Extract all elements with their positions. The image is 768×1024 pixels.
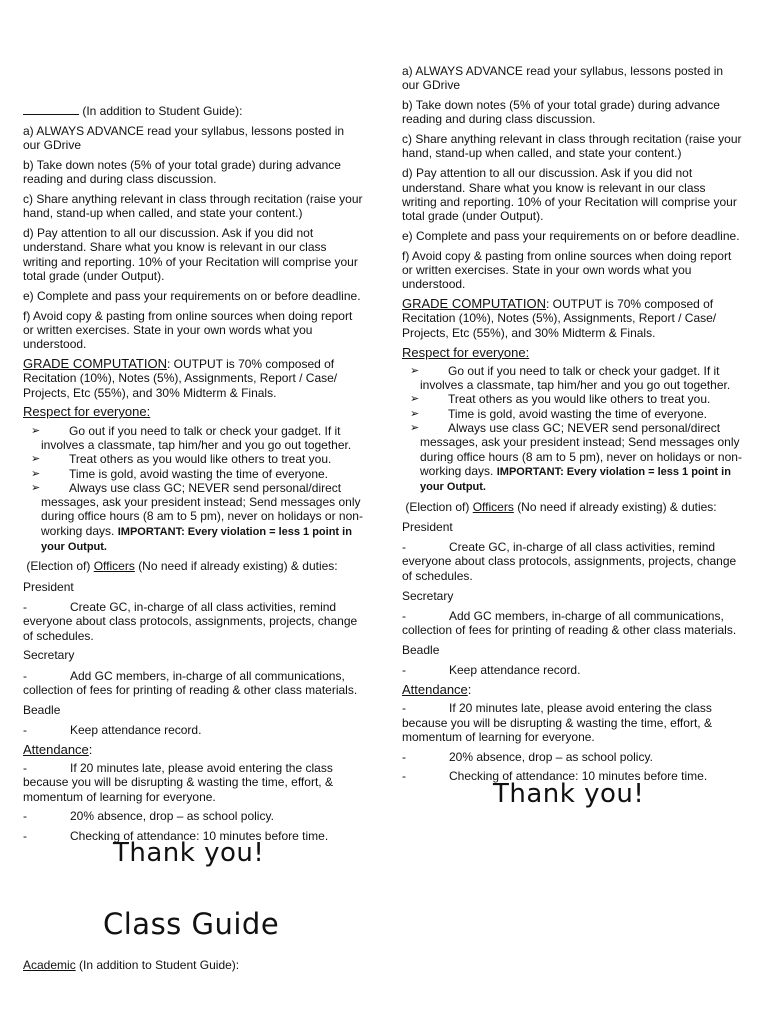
header-line: (In addition to Student Guide): xyxy=(23,104,363,118)
arrow-bullet-icon: ➢ xyxy=(31,481,41,494)
guide-item-e: e) Complete and pass your requirements on or before deadline. xyxy=(402,228,740,243)
president-label: President xyxy=(402,519,453,534)
attendance-item: - Checking of attendance: 10 minutes before time. xyxy=(402,769,708,784)
rule-item: ➢ Go out if you need to talk or check your gadget. If it involves a classmate, tap him/her and you go out together. xyxy=(31,423,352,452)
president-duty: - Create GC, in-charge of all class activities, remind everyone about class protocols, assignments, projects, change of schedules. xyxy=(23,599,358,643)
guide-item-d: d) Pay attention to all our discussion. Ask if you did not understand. Share what you know is relevant in our class writing and reporting. 10% of your Recitation will comprise your total grade (under Output). xyxy=(23,226,358,283)
respect-heading: Respect for everyone: xyxy=(23,404,151,420)
rule-item: ➢ Treat others as you would like others to treat you. xyxy=(410,392,711,407)
guide-item-e: e) Complete and pass your requirements on or before deadline. xyxy=(23,288,361,303)
beadle-label: Beadle xyxy=(402,642,440,657)
beadle-label: Beadle xyxy=(23,702,61,717)
thank-you-left: Thank you! xyxy=(113,838,265,868)
thank-you-right: Thank you! xyxy=(493,779,645,809)
right-column xyxy=(402,64,742,789)
arrow-bullet-icon: ➢ xyxy=(410,364,420,377)
rule-item: ➢ Always use class GC; NEVER send personal/direct messages, ask your president instead; Send messages only during office hours (8 am to 5 pm), never on holidays or non-working days. IMPORTANT: Every violation = less 1 point in your Output. xyxy=(31,480,363,554)
arrow-bullet-icon: ➢ xyxy=(410,407,420,420)
secretary-label: Secretary xyxy=(402,588,454,603)
important-note: IMPORTANT: Every violation = less 1 point in your Output. xyxy=(420,465,731,494)
rule-item: ➢ Always use class GC; NEVER send personal/direct messages, ask your president instead; Send messages only during office hours (8 am to 5 pm), never on holidays or non-working days. IMPORTANT: Every violation = less 1 point in your Output. xyxy=(410,421,742,494)
president-label: President xyxy=(23,579,74,594)
guide-item-f: f) Avoid copy & pasting from online sources when doing report or written exercises. State in your own words what you understood. xyxy=(23,308,353,352)
guide-item-b: b) Take down notes (5% of your total grade) during advance reading and during class discussion. xyxy=(402,98,720,127)
respect-rules-list xyxy=(23,424,363,555)
secretary-duty: - Add GC members, in-charge of all communications, collection of fees for printing of reading & other class materials. xyxy=(402,608,737,638)
attendance-heading: Attendance: xyxy=(23,741,93,757)
guide-item-b: b) Take down notes (5% of your total grade) during advance reading and during class discussion. xyxy=(23,157,341,187)
arrow-bullet-icon: ➢ xyxy=(31,424,41,437)
grade-heading: GRADE COMPUTATION xyxy=(402,296,546,312)
arrow-bullet-icon: ➢ xyxy=(31,453,41,466)
rule-item: ➢ Time is gold, avoid wasting the time of everyone. xyxy=(410,406,708,421)
guide-item-a: a) ALWAYS ADVANCE read your syllabus, lessons posted in our GDrive xyxy=(23,123,345,153)
arrow-bullet-icon: ➢ xyxy=(410,422,420,435)
secretary-label: Secretary xyxy=(23,648,75,663)
rule-item: ➢ Go out if you need to talk or check your gadget. If it involves a classmate, tap him/her and you go out together. xyxy=(410,363,731,393)
grade-computation: GRADE COMPUTATION: OUTPUT is 70% composed of Recitation (10%), Notes (5%), Assignments, Report / Case/ Projects, Etc (55%), and 30% Midterm & Finals. xyxy=(402,296,717,340)
attendance-item: - Checking of attendance: 10 minutes before time. xyxy=(23,829,329,844)
respect-rules-list xyxy=(402,364,742,495)
attendance-item: - If 20 minutes late, please avoid entering the class because you will be disrupting & wasting the time, effort, & momentum of learning for everyone. xyxy=(402,701,712,744)
guide-item-f: f) Avoid copy & pasting from online sources when doing report or written exercises. State in your own words what you understood. xyxy=(402,248,732,292)
arrow-bullet-icon: ➢ xyxy=(410,393,420,406)
grade-computation: GRADE COMPUTATION: OUTPUT is 70% composed of Recitation (10%), Notes (5%), Assignments, Report / Case/ Projects, Etc (55%), and 30% Midterm & Finals. xyxy=(23,355,338,400)
attendance-item: - If 20 minutes late, please avoid entering the class because you will be disrupting & wasting the time, effort, & momentum of learning for everyone. xyxy=(23,761,333,804)
important-note: IMPORTANT: Every violation = less 1 point in your Output. xyxy=(41,525,352,554)
officers-line: (Election of) Officers (No need if already existing) & duties: xyxy=(26,559,338,574)
secretary-duty: - Add GC members, in-charge of all communications, collection of fees for printing of reading & other class materials. xyxy=(23,668,358,697)
president-duty: - Create GC, in-charge of all class activities, remind everyone about class protocols, assignments, projects, change of schedules. xyxy=(402,540,737,583)
guide-item-c: c) Share anything relevant in class through recitation (raise your hand, stand-up when called, and state your content.) xyxy=(402,132,742,161)
grade-heading: GRADE COMPUTATION xyxy=(23,355,167,371)
rule-item: ➢ Time is gold, avoid wasting the time of everyone. xyxy=(31,466,329,481)
respect-heading: Respect for everyone: xyxy=(402,344,530,360)
rule-item: ➢ Treat others as you would like others to treat you. xyxy=(31,452,332,467)
class-guide-title: Class Guide xyxy=(103,907,280,941)
guide-item-c: c) Share anything relevant in class through recitation (raise your hand, stand-up when called, and state your content.) xyxy=(23,191,363,221)
attendance-heading: Attendance: xyxy=(402,681,472,697)
guide-item-d: d) Pay attention to all our discussion. Ask if you did not understand. Share what you know is relevant in our class writing and reporting. 10% of your Recitation will comprise your total grade (under Output). xyxy=(402,166,737,224)
arrow-bullet-icon: ➢ xyxy=(31,467,41,480)
bottom-header-line: Academic (In addition to Student Guide): xyxy=(23,958,240,972)
attendance-item: - 20% absence, drop – as school policy. xyxy=(23,809,274,824)
academic-label: Academic xyxy=(23,958,76,972)
attendance-item: - 20% absence, drop – as school policy. xyxy=(402,749,653,764)
guide-item-a: a) ALWAYS ADVANCE read your syllabus, lessons posted in our GDrive xyxy=(402,64,724,93)
blank-underline xyxy=(23,104,79,115)
left-column xyxy=(23,104,363,849)
beadle-duty: - Keep attendance record. xyxy=(23,722,202,737)
officers-line: (Election of) Officers (No need if already existing) & duties: xyxy=(405,499,717,514)
beadle-duty: - Keep attendance record. xyxy=(402,663,581,678)
